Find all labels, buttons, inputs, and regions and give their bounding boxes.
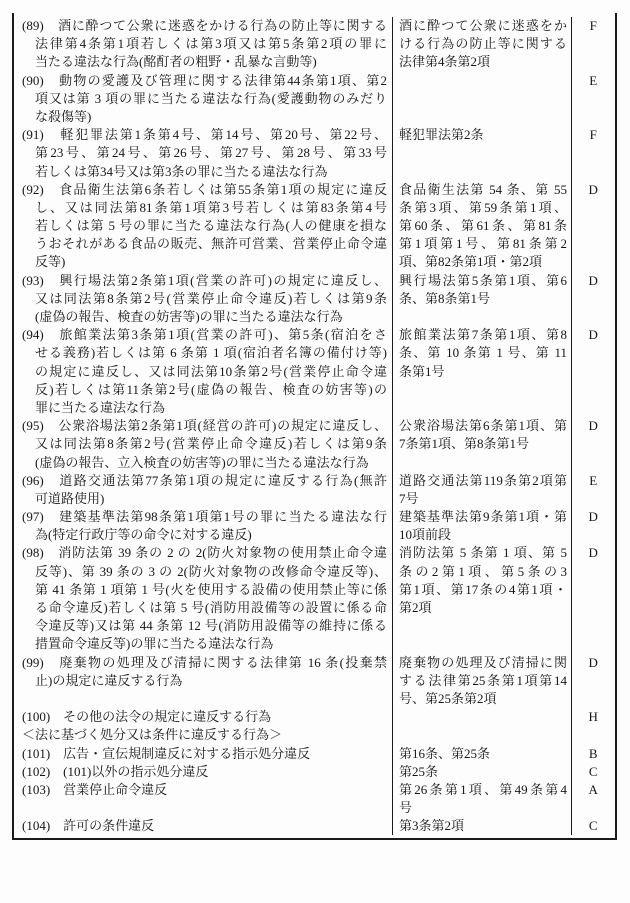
table-row [14, 781, 615, 817]
violation-cell [14, 181, 392, 272]
provision-text-line: 第26条第1項、第49条第4 [399, 781, 567, 797]
table-row [14, 326, 615, 417]
provision-text-line: 第1項、第17条の4第1項・ [399, 581, 567, 597]
violation-text-line: (虚偽の報告、検査の妨害等)の罪に当たる違法な行為 [35, 309, 343, 324]
provisions-cell [392, 17, 571, 72]
violation-text-line: 第 41 条第 1 項第 1 号(火を使用する設備の使用禁止等に係 [35, 581, 387, 597]
violation-text-line: (95) 公衆浴場法第2条第1項(経営の許可)の規定に違反し、 [22, 418, 387, 434]
grade-letter: D [588, 327, 599, 343]
violation-text-line: な殺傷等) [35, 108, 92, 124]
provision-text-line: 条、第 10 条第 1 号、第 11 [399, 345, 567, 361]
grade-cell [571, 126, 615, 181]
violation-text-line: る命令違反)若しくは第 5 号(消防用設備等の設置に係る命 [35, 600, 387, 615]
provision-text-line: 第2項 [399, 600, 432, 615]
grade-letter: B [588, 745, 599, 761]
provision-text-line: 第1項第1号、第81条第2 [399, 236, 567, 252]
grade-letter: E [589, 72, 598, 88]
provision-text-line: 建築基準法第9条第1項・第 [399, 509, 567, 525]
violation-text-line: (89) 酒に酔つて公衆に迷惑をかける行為の防止等に関する [22, 18, 387, 33]
provision-text-line: 第25条 [399, 763, 439, 779]
grade-cell [571, 726, 615, 744]
grade-cell [571, 181, 615, 272]
grade-letter: E [589, 472, 598, 488]
grade-letter: F [589, 127, 598, 143]
grade-cell [571, 472, 615, 508]
violation-cell [14, 708, 392, 726]
violation-text-line: 反等)、第 39 条の 3 の 2(防火対象物の改修命令違反等)、 [35, 563, 387, 579]
violation-text-line: (100) その他の法令の規定に違反する行為 [22, 709, 272, 725]
violation-text-line: 当たる違法な行為(酩酊者の粗野・乱暴な言動等) [35, 54, 317, 70]
violation-text-line: (103) 営業停止命令違反 [22, 781, 168, 797]
provision-text-line: 食品衛生法第 54 条、第 55 [399, 181, 567, 197]
provisions-cell [392, 326, 571, 417]
provision-text-line: 道路交通法第119条第2項第 [399, 472, 567, 488]
table-row [14, 417, 615, 472]
violation-cell [14, 17, 392, 72]
violation-text-line: (虚偽の報告、立入検査の妨害等)の罪に当たる違法な行為 [35, 454, 369, 470]
provision-text-line: 廃棄物の処理及び清掃に関 [399, 654, 567, 670]
provision-text-line: 7号 [399, 490, 419, 506]
provision-text-line: 条第1号 [399, 363, 445, 379]
grade-letter: C [588, 818, 599, 834]
violation-cell [14, 472, 392, 508]
violation-cell [14, 72, 392, 127]
table-row [14, 763, 615, 781]
provision-text-line: ける行為の防止等に関する [399, 36, 567, 52]
grade-cell [571, 763, 615, 781]
provisions-cell [392, 817, 571, 835]
violation-text-line: (93) 興行場法第2条第1項(営業の許可)の規定に違反し、 [22, 272, 387, 288]
violation-cell [14, 817, 392, 835]
grade-cell [571, 417, 615, 472]
table-row [14, 508, 615, 544]
grade-cell [571, 781, 615, 817]
violation-text-line: 止)の規定に違反する行為 [35, 672, 183, 688]
violation-text-line: (102) (101)以外の指示処分違反 [22, 763, 209, 779]
provision-text-line: 10項前段 [399, 527, 452, 543]
provision-text-line: 7条第1項、第8条第1号 [399, 436, 530, 452]
provisions-cell [392, 181, 571, 272]
violation-text-line: (97) 建築基準法第98条第1項第1号の罪に当たる違法な行 [22, 509, 387, 525]
provision-text-line: 軽犯罪法第2条 [399, 127, 484, 143]
provision-text-line: 条の2第1項、第5条の3 [399, 563, 567, 579]
grade-letter: D [588, 509, 599, 525]
provisions-cell [392, 708, 571, 726]
provision-text-line: 第16条、第25条 [399, 745, 491, 761]
grade-cell [571, 654, 615, 709]
violation-text-line: 反等) [35, 254, 66, 270]
violation-text-line: の規定に違反し、又は同法第10条第2号(営業停止命令違 [35, 363, 387, 379]
violation-text-line: (99) 廃棄物の処理及び清掃に関する法律第 16 条(投棄禁 [22, 654, 387, 670]
provision-text-line: する法律第25条第1項第14 [399, 672, 567, 688]
provisions-cell [392, 272, 571, 327]
violation-text-line: (92) 食品衛生法第6条若しくは第55条第1項の規定に違反 [22, 181, 387, 197]
provision-text-line: 号 [399, 800, 413, 816]
violation-cell [14, 745, 392, 763]
grade-cell [571, 817, 615, 835]
provisions-cell [392, 654, 571, 709]
grade-letter: D [588, 418, 599, 434]
violation-cell [14, 781, 392, 817]
grade-letter: H [588, 709, 599, 725]
violation-text-line: 法律第4条第1項若しくは第3項又は第5条第2項の罪に [35, 36, 387, 52]
violation-text-line: 又は同法第8条第2号(営業停止命令違反)若しくは第9条 [35, 290, 387, 306]
violation-text-line: せる義務)若しくは第 6 条第 1 項(宿泊者名簿の備付け等) [35, 345, 387, 361]
provisions-cell [392, 417, 571, 472]
provision-text-line: 酒に酔つて公衆に迷惑をか [399, 18, 567, 33]
violation-cell [14, 126, 392, 181]
violation-text-line: 為(特定行政庁等の命令に対する違反) [35, 527, 252, 543]
table-row [14, 72, 615, 127]
provision-text-line: 条、第8条第1号 [399, 290, 491, 306]
grade-letter: A [588, 781, 599, 797]
violation-table [12, 13, 617, 840]
table-row [14, 126, 615, 181]
violation-text-line: 若しくは第 5 号の罪に当たる違法な行為(人の健康を損な [35, 218, 387, 234]
grade-cell [571, 745, 615, 763]
table-row [14, 17, 615, 72]
table-row [14, 726, 615, 744]
provisions-cell [392, 544, 571, 653]
provision-text-line: 号、第25条第2項 [399, 690, 497, 706]
table-row [14, 181, 615, 272]
violation-text-line: 項又は第 3 項の罪に当たる違法な行為(愛護動物のみだり [35, 90, 387, 106]
grade-letter: D [588, 545, 599, 561]
provisions-cell [392, 472, 571, 508]
grade-cell [571, 72, 615, 127]
violation-text-line: 又は同法第8条第2号(営業停止命令違反)若しくは第9条 [35, 436, 387, 452]
provisions-cell [392, 781, 571, 817]
violation-text-line: 罪に当たる違法な行為 [35, 399, 166, 415]
grade-letter: D [588, 181, 599, 197]
violation-cell [14, 726, 392, 744]
violation-cell [14, 272, 392, 327]
table-row [14, 272, 615, 327]
section-heading: ＜法に基づく処分又は条件に違反する行為＞ [22, 727, 283, 743]
provision-text-line: 項、第82条第1項・第2項 [399, 254, 543, 270]
grade-letter: F [589, 18, 598, 33]
violation-text-line: (98) 消防法第 39 条の 2 の 2(防火対象物の使用禁止命令違 [22, 545, 387, 561]
grade-letter: C [588, 763, 599, 779]
provisions-cell [392, 726, 571, 744]
table-row [14, 708, 615, 726]
violation-cell [14, 417, 392, 472]
table-row [14, 817, 615, 835]
violation-text-line: 可道路使用) [35, 490, 105, 506]
provisions-cell [392, 126, 571, 181]
provisions-cell [392, 763, 571, 781]
provision-text-line: 消防法第 5 条第 1 項、第 5 [399, 545, 567, 561]
violation-text-line: 若しくは第34号又は第3条の罪に当たる違法な行為 [35, 163, 328, 179]
violation-cell [14, 763, 392, 781]
violation-cell [14, 508, 392, 544]
grade-cell [571, 708, 615, 726]
provisions-cell [392, 72, 571, 127]
provision-text-line: 条第3項、第59条第1項、 [399, 199, 567, 215]
violation-cell [14, 654, 392, 709]
violation-text-line: 措置命令違反等)の罪に当たる違法な行為 [35, 636, 274, 652]
violation-cell [14, 544, 392, 653]
violation-text-line: うおそれがある食品の販売、無許可営業、営業停止命令違 [35, 236, 387, 252]
grade-letter: D [588, 654, 599, 670]
violation-text-line: (91) 軽犯罪法第1条第4号、第14号、第20号、第22号、 [22, 127, 387, 143]
provisions-cell [392, 745, 571, 763]
violation-text-line: (90) 動物の愛護及び管理に関する法律第44条第1項、第2 [22, 72, 387, 88]
table-row [14, 472, 615, 508]
provision-text-line: 第3条第2項 [399, 818, 465, 834]
violation-text-line: (96) 道路交通法第77条第1項の規定に違反する行為(無許 [22, 472, 387, 488]
grade-cell [571, 272, 615, 327]
table-row [14, 654, 615, 709]
provisions-cell [392, 508, 571, 544]
violation-text-line: (104) 許可の条件違反 [22, 818, 155, 834]
violation-cell [14, 326, 392, 417]
provision-text-line: 旅館業法第7条第1項、第8 [399, 327, 567, 343]
grade-cell [571, 17, 615, 72]
provision-text-line: 法律第4条第2項 [399, 54, 491, 70]
table-row [14, 544, 615, 653]
violation-text-line: 令違反等)又は第 44 条第 12 号(消防用設備等の維持に係る [35, 618, 387, 634]
violation-text-line: し、又は同法第81条第1項第3号若しくは第83条第4号 [35, 199, 387, 215]
grade-cell [571, 326, 615, 417]
violation-text-line: 反)若しくは第11条第2号(虚偽の報告、検査の妨害等)の [35, 381, 387, 397]
violation-text-line: (101) 広告・宣伝規制違反に対する指示処分違反 [22, 745, 311, 761]
provision-text-line: 興行場法第5条第1項、第6 [399, 272, 567, 288]
provision-text-line: 第60条、第61条、第81条 [399, 218, 567, 234]
table-row [14, 745, 615, 763]
grade-letter: D [588, 272, 599, 288]
grade-cell [571, 508, 615, 544]
grade-cell [571, 544, 615, 653]
violation-text-line: 第23号、第24号、第26号、第27号、第28号、第33号 [35, 145, 387, 161]
violation-text-line: (94) 旅館業法第3条第1項(営業の許可)、第5条(宿泊をさ [22, 327, 387, 343]
provision-text-line: 公衆浴場法第6条第1項、第 [399, 418, 567, 434]
